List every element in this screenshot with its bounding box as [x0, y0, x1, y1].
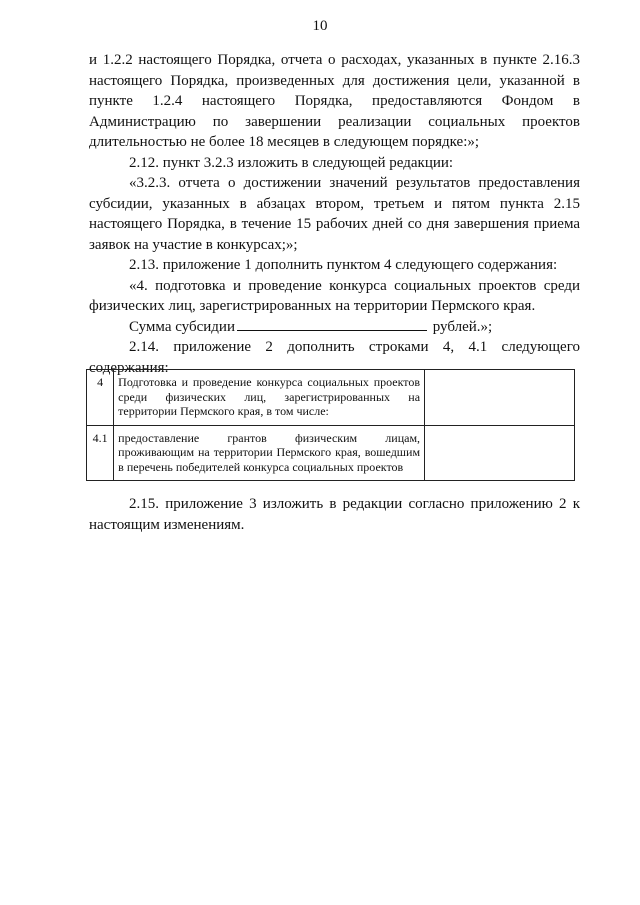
- document-closing: [89, 494, 580, 535]
- row-number: 4.1: [87, 425, 114, 481]
- row-value: [425, 425, 575, 481]
- page-number: 10: [312, 18, 328, 34]
- paragraph-2-15: 2.15. приложение 3 изложить в редакции согласно приложению 2 к настоящим изменениям.: [89, 496, 580, 533]
- paragraph-2-13: 2.13. приложение 1 дополнить пунктом 4 следующего содержания:: [129, 257, 558, 273]
- annex-table: [86, 369, 575, 481]
- row-number: 4: [87, 370, 114, 426]
- row-value: [425, 370, 575, 426]
- paragraph-item-4: «4. подготовка и проведение конкурса социальных проектов среди физических лиц, зарегистрированных на территории Пермского края.: [89, 277, 580, 314]
- paragraph-continuation: и 1.2.2 настоящего Порядка, отчета о расходах, указанных в пункте 2.16.3 настоящего Порядка, произведенных для достижения цели, указанной в пункте 1.2.4 настоящего Порядка, предоставляются Фондом в Администрацию по завершении реализации социальных проектов длительностью не более 18 месяцев в следующем порядке:»;: [89, 52, 580, 150]
- row-description: предоставление грантов физическим лицам, проживающим на территории Пермского края, вошедшим в перечень победителей конкурса социальных проектов: [114, 425, 425, 481]
- row-description: Подготовка и проведение конкурса социальных проектов среди физических лиц, зарегистрированных на территории Пермского края, в том числе:: [114, 370, 425, 426]
- subsidy-sum-blank: [237, 317, 427, 331]
- paragraph-2-12: 2.12. пункт 3.2.3 изложить в следующей редакции:: [129, 154, 454, 171]
- table-row: [87, 370, 575, 426]
- subsidy-sum-suffix: рублей.»;: [429, 318, 493, 335]
- subsidy-sum-label: Сумма субсидии: [129, 318, 235, 335]
- subsidy-sum-line: [89, 317, 580, 338]
- table-row: [87, 425, 575, 481]
- document-body: [89, 50, 580, 378]
- paragraph-3-2-3: «3.2.3. отчета о достижении значений результатов предоставления субсидии, указанных в абзацах втором, третьем и пятом пункта 2.15 настоящего Порядка, в течение 15 рабочих дней со дня завершения приема заявок на участие в конкурсах;»;: [89, 175, 580, 253]
- paragraph-2-14: 2.14. приложение 2 дополнить строками 4, 4.1 следующего содержания:: [89, 339, 580, 376]
